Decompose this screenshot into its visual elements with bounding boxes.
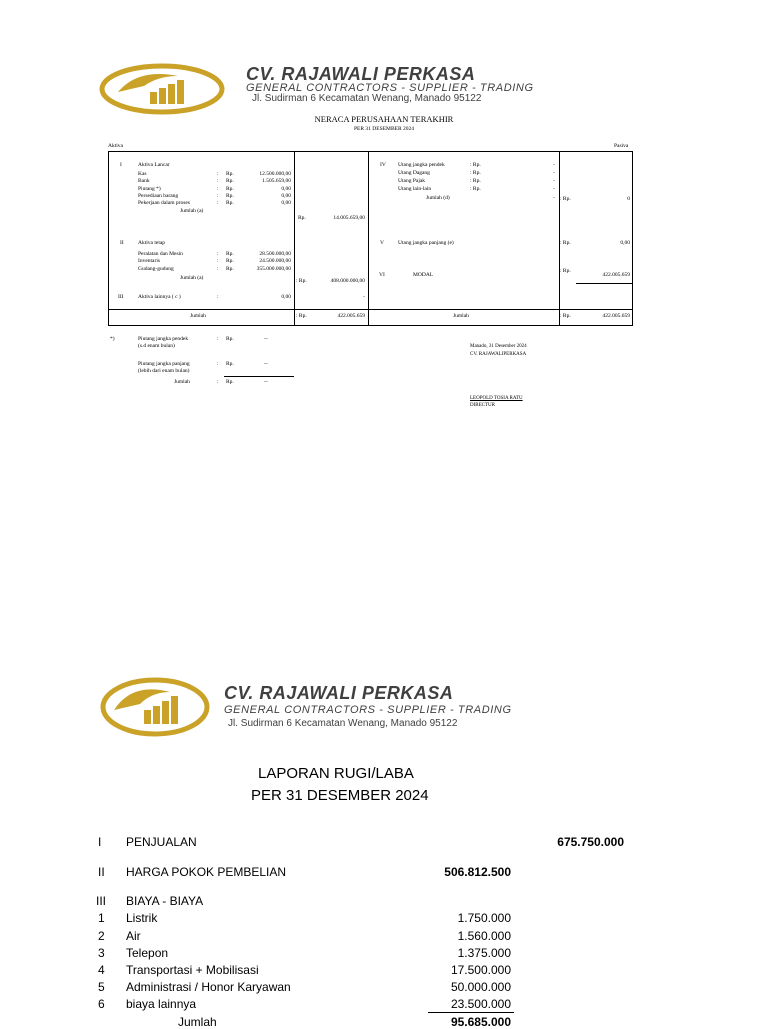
sign-role: DIRECTUR [470, 403, 495, 408]
hpp-label: HARGA POKOK PEMBELIAN [126, 865, 287, 879]
laba-title: LAPORAN RUGI/LABA [258, 765, 414, 782]
biaya-item-label: Listrik [126, 911, 158, 925]
footnote-mark: *) [110, 336, 115, 342]
sign-name: LEOPOLD TOSIA RATU [470, 396, 523, 401]
peralatan-label: Peralatan dan Mesin [138, 251, 183, 257]
piutang-label: Piutang *) [138, 186, 161, 192]
biaya-item-label: Air [126, 929, 141, 943]
persediaan-label: Persediaan barang [138, 193, 179, 199]
aktiva-label: Aktiva [108, 143, 123, 149]
company-address: Jl. Sudirman 6 Kecamatan Wenang, Manado 95122 [228, 718, 458, 729]
utang-panjang-label: Utang jangka panjang (e) [398, 240, 454, 246]
biaya-item-value: 1.750.000 [457, 911, 511, 925]
biaya-item-label: biaya lainnya [126, 997, 197, 1011]
pekerjaan-label: Pekerjaan dalam proses [138, 200, 190, 206]
pasiva-total-label: Jumlah [453, 313, 469, 319]
gudang-label: Gudang-gudung [138, 266, 174, 272]
aktiva-lainnya-value: 0,00 [281, 294, 291, 300]
persediaan-value: 0,00 [281, 193, 291, 199]
biaya-item-label: Administrasi / Honor Karyawan [126, 980, 291, 994]
jumlah-d-value: 0 [627, 196, 630, 202]
biaya-item-value: 17.500.000 [450, 963, 511, 977]
biaya-item-value: 1.375.000 [457, 946, 511, 960]
biaya-item-value: 1.560.000 [457, 929, 511, 943]
peralatan-value: 28.500.000,00 [259, 251, 291, 257]
modal-value: 422.005.659 [602, 272, 630, 278]
company-tagline: GENERAL CONTRACTORS - SUPPLIER - TRADING [246, 82, 534, 94]
kas-value: 12.500.000,00 [259, 171, 291, 177]
biaya-sum-label: Jumlah [178, 1015, 217, 1029]
kas-label: Kas [138, 171, 147, 177]
aktiva-lancar-num: I [120, 162, 122, 168]
pekerjaan-value: 0,00 [281, 200, 291, 206]
hpp-value: 506.812.500 [444, 865, 511, 879]
jumlah-a-label: Jumlah (a) [180, 208, 204, 214]
company-tagline: GENERAL CONTRACTORS - SUPPLIER - TRADING [224, 704, 512, 716]
jumlah-d-label: Jumlah (d) [426, 195, 450, 201]
aktiva-tetap-title: Aktiva tetap [138, 240, 166, 246]
modal-label: MODAL [413, 272, 434, 278]
aktiva-lainnya-title: Aktiva lainnya ( c ) [138, 294, 181, 300]
utang-lain-label: Utang lain-lain [398, 186, 432, 192]
bank-value: 1.505.659,00 [262, 178, 291, 184]
aktiva-total-label: Jumlah [190, 313, 206, 319]
company-logo-icon [98, 676, 212, 738]
biaya-sum-value: 95.685.000 [450, 1015, 511, 1029]
aktiva-lancar-title: Aktiva Lancar [138, 162, 170, 168]
jumlah-b-label: Jumlah (a) [180, 275, 204, 281]
penjualan-value: 675.750.000 [557, 835, 624, 849]
biaya-item-label: Telepon [126, 946, 169, 960]
neraca-subtitle: PER 31 DESEMBER 2024 [353, 126, 415, 132]
pasiva-label: Pasiva [614, 143, 629, 149]
utang-pajak-label: Utang Pajak [398, 178, 426, 184]
laba-subtitle: PER 31 DESEMBER 2024 [251, 787, 429, 804]
sign-company: CV. RAJAWALIPERKASA [470, 352, 527, 357]
piutang-value: 0,00 [281, 186, 291, 192]
company-address: Jl. Sudirman 6 Kecamatan Wenang, Manado 95122 [252, 93, 482, 104]
aktiva-total-value: 422.005.659 [337, 313, 365, 319]
gudang-value: 355.000.000,00 [256, 266, 291, 272]
pasiva-total-value: 422.005.659 [602, 313, 630, 319]
jumlah-a-value: 14.005.659,00 [333, 215, 365, 221]
utang-pendek-label: Utang jangka pendek [398, 162, 445, 168]
inventaris-label: Inventaris [138, 258, 160, 264]
biaya-item-value: 23.500.000 [450, 997, 511, 1011]
company-name: CV. RAJAWALI PERKASA [224, 683, 454, 703]
aktiva-lainnya-num: III [118, 294, 124, 300]
biaya-title: BIAYA - BIAYA [126, 894, 204, 908]
modal-num: VI [379, 272, 385, 278]
inventaris-value: 24.500.000,00 [259, 258, 291, 264]
jumlah-b-value: 408.000.000,00 [330, 278, 365, 284]
neraca-title: NERACA PERUSAHAAN TERAKHIR [314, 114, 454, 124]
utang-dagang-label: Utang Dagang [398, 170, 430, 176]
aktiva-tetap-num: II [120, 240, 124, 246]
biaya-item-label: Transportasi + Mobilisasi [126, 963, 259, 977]
biaya-item-value: 50.000.000 [450, 980, 511, 994]
utang-panjang-num: V [380, 240, 384, 246]
penjualan-label: PENJUALAN [126, 835, 197, 849]
bank-label: Bank [138, 178, 150, 184]
utang-pendek-num: IV [380, 162, 386, 168]
utang-panjang-value: 0,00 [620, 240, 630, 246]
sign-place-date: Manado, 31 Desember 2024 [470, 344, 527, 349]
company-name: CV. RAJAWALI PERKASA [246, 64, 476, 84]
company-logo-icon [98, 62, 226, 116]
